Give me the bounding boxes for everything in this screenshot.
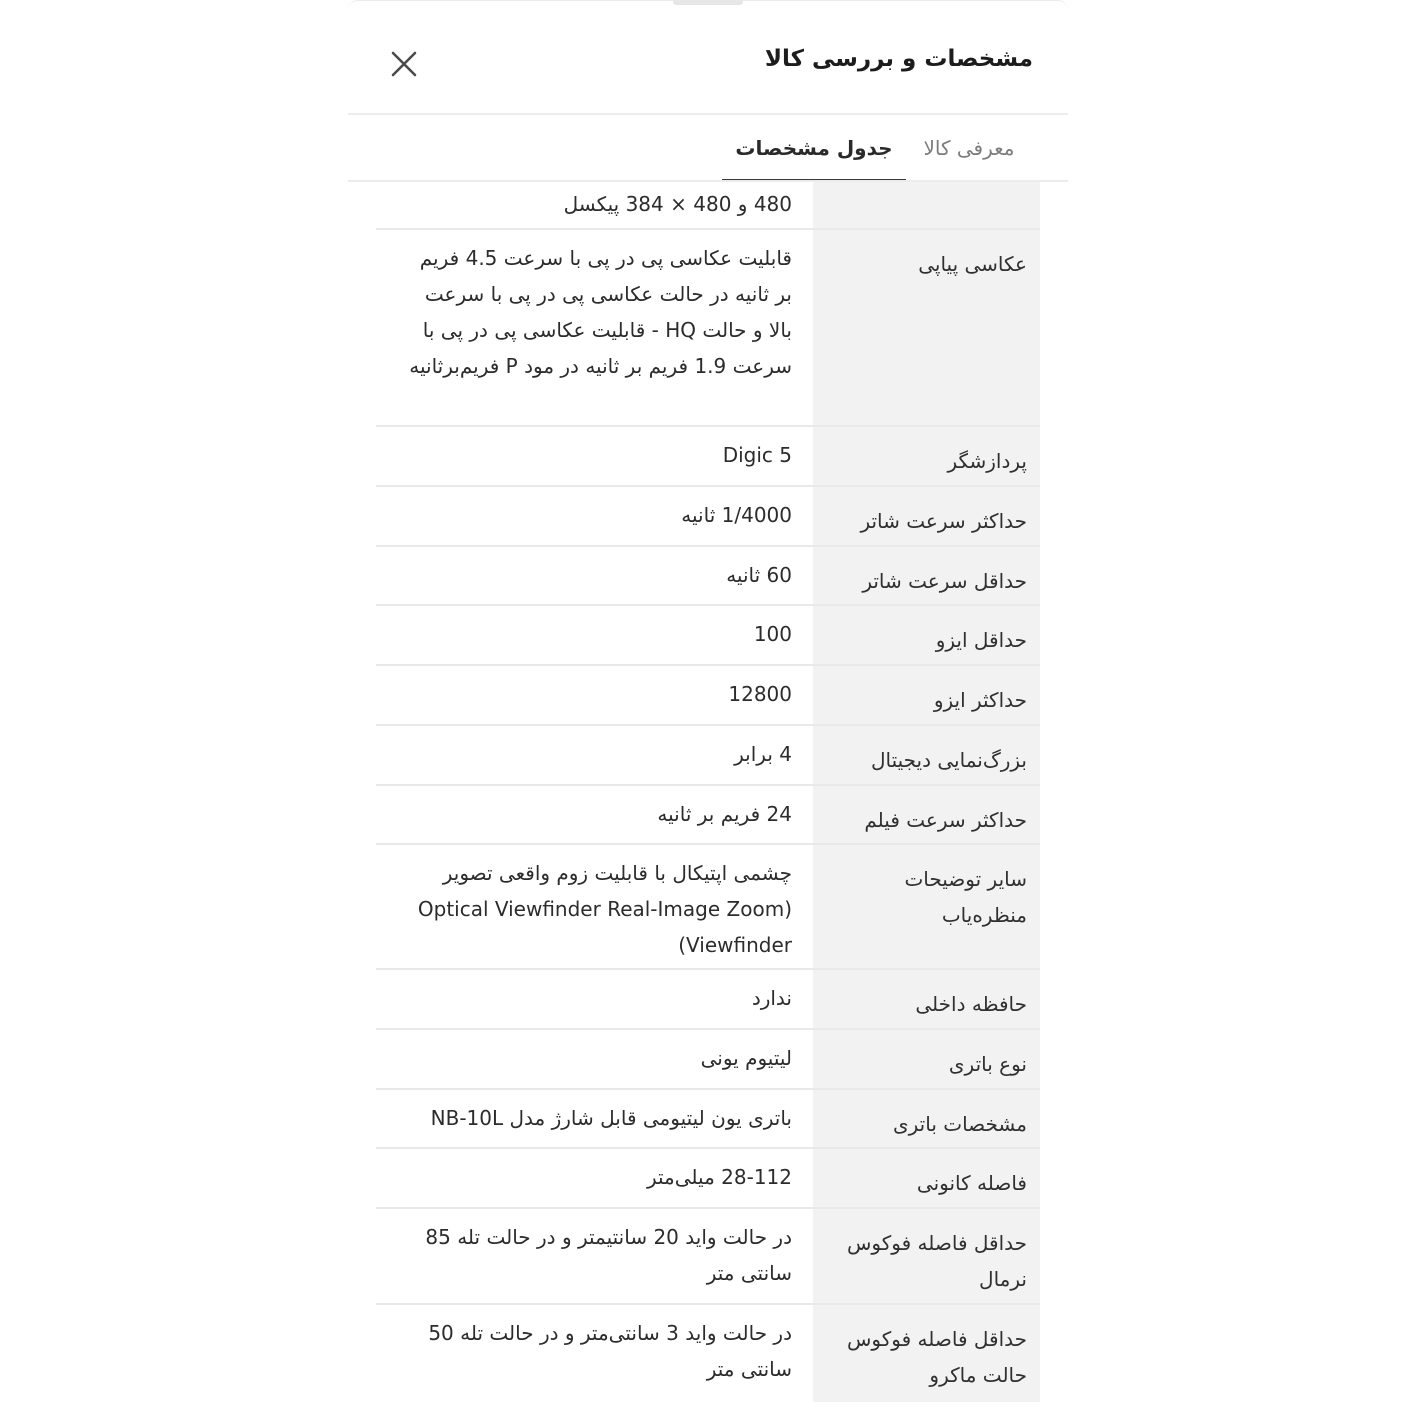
- spec-row: [376, 182, 1040, 230]
- close-icon: [386, 46, 422, 82]
- spec-value: 12800: [728, 682, 792, 706]
- spec-label: حداقل ایزو: [813, 606, 1040, 664]
- spec-label: عکاسی پیاپی: [813, 230, 1040, 425]
- spec-row: [376, 487, 1040, 547]
- spec-row: [376, 786, 1040, 845]
- spec-label: حداکثر ایزو: [813, 666, 1040, 724]
- spec-value: 480 و 480 × 384 پیکسل: [563, 192, 792, 216]
- tab-label: جدول مشخصات: [735, 136, 893, 160]
- spec-label: حداقل فاصله فوکوس حالت ماکرو: [813, 1305, 1040, 1402]
- spec-row: [376, 1305, 1040, 1402]
- spec-row: [376, 427, 1040, 487]
- spec-label: حداکثر سرعت شاتر: [813, 487, 1040, 545]
- tab-bar: [348, 115, 1068, 181]
- spec-value: قابلیت عکاسی پی در پی با سرعت 4.5 فریم بر ثانیه در حالت عکاسی پی در پی با سرعت بالا و حالت HQ - قابلیت عکاسی پی در پی با سرعت 1.9 فریم بر ثانیه در مود P فریم‌برثانیه: [409, 246, 792, 378]
- spec-value: 1/4000 ثانیه: [681, 503, 792, 527]
- spec-label: مشخصات باتری: [813, 1090, 1040, 1147]
- spec-row: [376, 606, 1040, 666]
- spec-value: ندارد: [751, 986, 792, 1010]
- spec-value: Digic 5: [722, 443, 792, 467]
- spec-value: در حالت واید 20 سانتیمتر و در حالت تله 85 سانتی متر: [425, 1225, 792, 1285]
- spec-row: [376, 547, 1040, 606]
- spec-value: 60 ثانیه: [726, 563, 792, 587]
- tab-product-intro[interactable]: [913, 115, 1025, 181]
- spec-label: حداکثر سرعت فیلم: [813, 786, 1040, 843]
- specs-table: [376, 182, 1040, 1402]
- spec-label: نوع باتری: [813, 1030, 1040, 1088]
- spec-row: [376, 1209, 1040, 1305]
- spec-value: چشمی اپتیکال با قابلیت زوم واقعی تصویر (Optical Viewfinder Real-Image Zoom Viewfinder): [417, 861, 792, 957]
- spec-value: لیتیوم یونی: [700, 1046, 792, 1070]
- sheet-title: مشخصات و بررسی کالا: [764, 46, 1033, 72]
- spec-label: [813, 182, 1040, 228]
- tab-label: معرفی کالا: [923, 136, 1015, 160]
- spec-value: در حالت واید 3 سانتی‌متر و در حالت تله 50 سانتی متر: [428, 1321, 792, 1381]
- spec-row: [376, 845, 1040, 970]
- spec-label: پردازشگر: [813, 427, 1040, 485]
- spec-label: حداقل سرعت شاتر: [813, 547, 1040, 604]
- spec-row: [376, 726, 1040, 786]
- spec-row: [376, 230, 1040, 427]
- spec-label: سایر توضیحات منظره‌یاب: [813, 845, 1040, 968]
- spec-row: [376, 1030, 1040, 1090]
- spec-value: باتری یون لیتیومی قابل شارژ مدل NB-10L: [430, 1106, 792, 1130]
- spec-row: [376, 970, 1040, 1030]
- sheet-header: [348, 0, 1068, 114]
- spec-value: 28-112 میلی‌متر: [646, 1165, 792, 1189]
- spec-label: فاصله کانونی: [813, 1149, 1040, 1207]
- spec-value: 100: [753, 622, 792, 646]
- spec-label: حداقل فاصله فوکوس نرمال: [813, 1209, 1040, 1303]
- spec-row: [376, 1149, 1040, 1209]
- spec-label: حافظه داخلی: [813, 970, 1040, 1028]
- spec-row: [376, 1090, 1040, 1149]
- spec-row: [376, 666, 1040, 726]
- spec-value: 24 فریم بر ثانیه: [657, 802, 792, 826]
- spec-label: بزرگ‌نمایی دیجیتال: [813, 726, 1040, 784]
- close-button[interactable]: [386, 46, 422, 82]
- specs-sheet: [348, 0, 1068, 1416]
- tab-specs-table[interactable]: [722, 115, 906, 181]
- spec-value: 4 برابر: [734, 742, 792, 766]
